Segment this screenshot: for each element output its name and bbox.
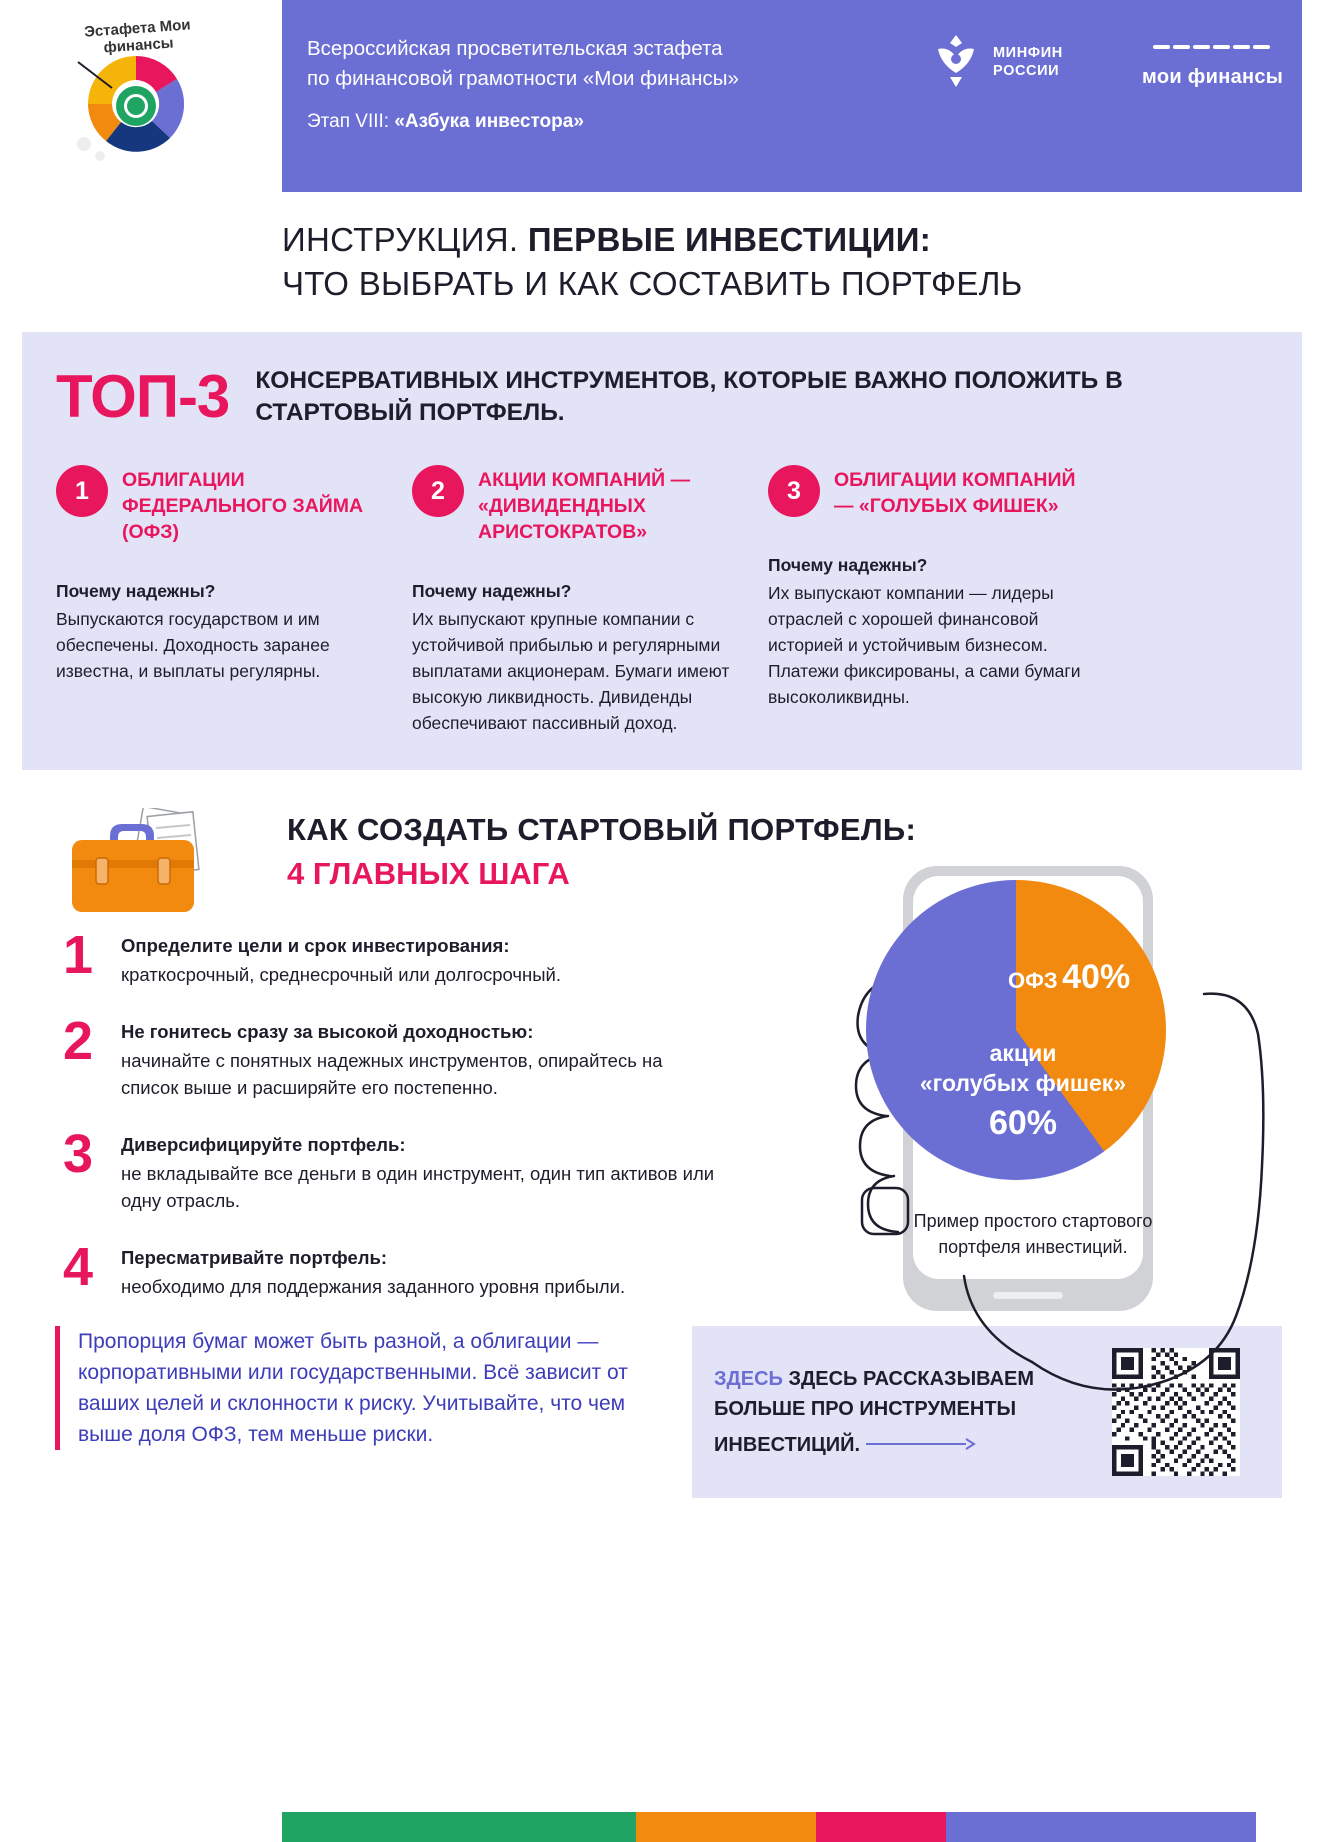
header-line-1: Всероссийская просветительская эстафета xyxy=(307,37,723,60)
header-banner xyxy=(282,0,1302,192)
qr-description: ЗДЕСЬ РАССКАЗЫВАЕМ БОЛЬШЕ ПРО ИНСТРУМЕНТЫ ИНВЕСТИЦИЙ. xyxy=(714,1368,1035,1456)
header-text-block xyxy=(307,34,739,133)
footer-stripe xyxy=(946,1812,1256,1842)
briefcase-icon xyxy=(50,808,240,918)
pie-slice-ofz-label xyxy=(1008,958,1130,997)
top3-item-3-title: ОБЛИГАЦИИ КОМПАНИЙ — «ГОЛУБЫХ ФИШЕК» xyxy=(834,469,1076,517)
top3-item-1-header xyxy=(56,465,376,545)
top3-item-3-body: Их выпускают компании — лидеры отраслей с хорошей финансовой историей и устойчивым бизнесом. Платежи фиксированы, а сами бумаги высоколиквидны. xyxy=(768,583,1081,707)
top3-item-2-header xyxy=(412,465,732,545)
step-item xyxy=(55,925,715,988)
pie-chart-caption: Пример простого стартового портфеля инвестиций. xyxy=(913,1211,1153,1257)
top3-item-1-body: Выпускаются государством и им обеспечены. Доходность заранее известна, и выплаты регулярны. xyxy=(56,609,330,681)
footer-stripe xyxy=(1256,1812,1320,1842)
double-eagle-icon xyxy=(932,33,980,91)
step-3-body: не вкладывайте все деньги в один инструмент, один тип активов или одну отрасль. xyxy=(121,1163,715,1211)
footer-stripe xyxy=(0,1812,282,1842)
top3-item-1-question: Почему надежны? xyxy=(56,581,216,601)
step-item xyxy=(55,1011,715,1101)
brand-bars-icon xyxy=(1142,36,1283,54)
moi-finansy-brand xyxy=(1142,36,1283,89)
top3-panel xyxy=(22,332,1302,770)
minfin-line-1: МИНФИН xyxy=(993,45,1063,61)
header-stage-name: «Азбука инвестора» xyxy=(394,111,584,132)
minfin-logo xyxy=(932,33,1063,91)
steps-title-line-1: КАК СОЗДАТЬ СТАРТОВЫЙ ПОРТФЕЛЬ: xyxy=(287,812,917,847)
top3-item-3-question: Почему надежны? xyxy=(768,555,928,575)
pie-slice-shares-label xyxy=(878,1038,1168,1143)
arrow-right-icon xyxy=(866,1430,976,1460)
top3-item-2-body: Их выпускают крупные компании с устойчивой прибылью и регулярными выплатами акционерам. Бумаги имеют высокую ликвидность. Дивиденды обеспечивают пассивный доход. xyxy=(412,609,730,733)
step-2-number: 2 xyxy=(62,1011,94,1071)
title-line-2: ЧТО ВЫБРАТЬ И КАК СОСТАВИТЬ ПОРТФЕЛЬ xyxy=(282,265,1023,302)
top3-subtitle: КОНСЕРВАТИВНЫХ ИНСТРУМЕНТОВ, КОТОРЫЕ ВАЖНО ПОЛОЖИТЬ В СТАРТОВЫЙ ПОРТФЕЛЬ. xyxy=(255,366,1123,426)
footer-stripes xyxy=(0,1812,1320,1842)
step-3-text xyxy=(121,1127,715,1214)
top3-item-1 xyxy=(56,465,376,736)
brand-name: мои финансы xyxy=(1142,66,1284,88)
step-4-heading: Пересматривайте портфель: xyxy=(121,1247,388,1268)
step-4-body: необходимо для поддержания заданного уровня прибыли. xyxy=(121,1276,626,1297)
top3-item-2-question: Почему надежны? xyxy=(412,581,572,601)
minfin-label xyxy=(993,44,1063,80)
logo-caption: Эстафета Мои финансы xyxy=(83,16,192,57)
step-3-heading: Диверсифицируйте портфель: xyxy=(121,1134,406,1155)
minfin-line-2: РОССИИ xyxy=(993,63,1060,79)
top3-item-3 xyxy=(768,465,1088,736)
step-item xyxy=(55,1237,715,1300)
top3-item-3-header xyxy=(768,465,1088,519)
top3-header xyxy=(56,362,1268,431)
top3-item-2-number: 2 xyxy=(412,465,464,517)
pie-slice-ofz-name: ОФЗ xyxy=(1008,968,1058,993)
top3-item-2 xyxy=(412,465,732,736)
note-text: Пропорция бумаг может быть разной, а облигации — корпоративными или государственными. Всё зависит от ваших целей и склонности к риску. Учитывайте, что чем выше доля ОФЗ, тем меньше риски. xyxy=(78,1330,628,1446)
footer-stripe xyxy=(636,1812,816,1842)
pie-slice-shares-name-2: «голубых фишек» xyxy=(919,1070,1127,1096)
top3-item-2-title: АКЦИИ КОМПАНИЙ — «ДИВИДЕНДНЫХ АРИСТОКРАТОВ» xyxy=(478,469,691,543)
title-regular-part: ИНСТРУКЦИЯ. xyxy=(282,221,528,258)
note-block xyxy=(55,1326,658,1450)
step-2-text xyxy=(121,1014,715,1101)
step-3-number: 3 xyxy=(62,1124,94,1184)
steps-title-line-2: 4 ГЛАВНЫХ ШАГА xyxy=(287,856,570,891)
step-4-text xyxy=(121,1240,625,1300)
header-stage xyxy=(307,111,739,133)
step-1-body: краткосрочный, среднесрочный или долгосрочный. xyxy=(121,964,562,985)
step-item xyxy=(55,1124,715,1214)
step-4-number: 4 xyxy=(62,1237,94,1297)
estafeta-logo-badge xyxy=(10,0,282,205)
page-title xyxy=(282,218,1300,306)
steps-list xyxy=(55,925,715,1300)
pie-slice-ofz-value: 40% xyxy=(1062,958,1131,996)
step-2-body: начинайте с понятных надежных инструментов, опирайтесь на список выше и расширяйте его постепенно. xyxy=(121,1050,663,1098)
step-1-heading: Определите цели и срок инвестирования: xyxy=(121,935,510,956)
step-2-heading: Не гонитесь сразу за высокой доходностью: xyxy=(121,1021,534,1042)
top3-label: ТОП-3 xyxy=(56,363,230,430)
top3-columns xyxy=(56,465,1268,736)
header-line-2: по финансовой грамотности «Мои финансы» xyxy=(307,67,739,90)
footer-stripe xyxy=(816,1812,946,1842)
pie-slice-shares-value: 60% xyxy=(988,1104,1058,1142)
qr-highlight-word: ЗДЕСЬ xyxy=(714,1368,783,1390)
title-bold-part: ПЕРВЫЕ ИНВЕСТИЦИИ: xyxy=(527,221,932,258)
top3-item-3-number: 3 xyxy=(768,465,820,517)
footer-stripe xyxy=(282,1812,636,1842)
steps-section xyxy=(0,800,1320,1300)
header-stage-prefix: Этап VIII: xyxy=(307,111,395,132)
step-1-number: 1 xyxy=(62,925,94,985)
title-line-1 xyxy=(282,218,1300,262)
pie-slice-shares-name-1: акции xyxy=(989,1040,1057,1066)
top3-item-1-title: ОБЛИГАЦИИ ФЕДЕРАЛЬНОГО ЗАЙМА (ОФЗ) xyxy=(122,469,364,543)
top3-item-1-number: 1 xyxy=(56,465,108,517)
step-1-text xyxy=(121,928,561,988)
portfolio-illustration xyxy=(818,858,1298,1418)
